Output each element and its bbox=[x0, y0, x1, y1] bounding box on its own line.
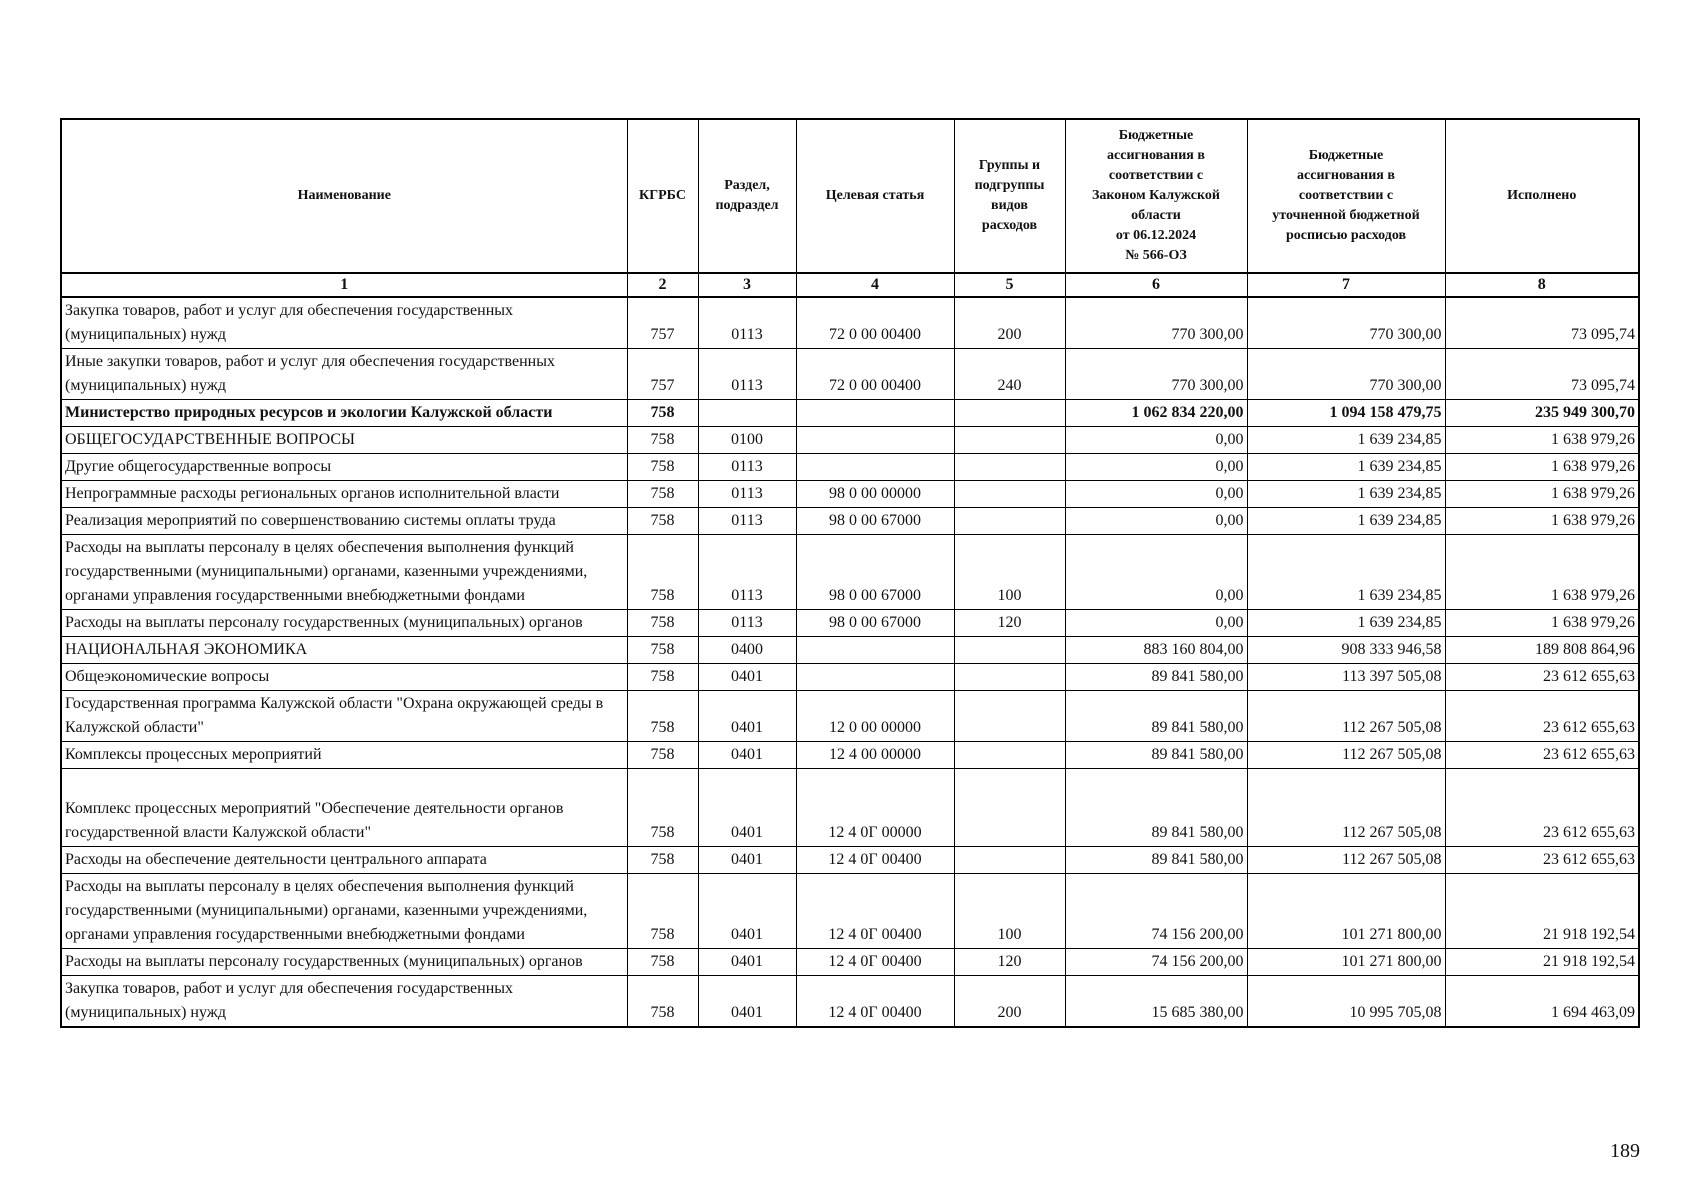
row-name-cell: Закупка товаров, работ и услуг для обеспечения государственных (муниципальных) нужд bbox=[61, 976, 627, 1028]
row-name-cell: Комплекс процессных мероприятий "Обеспечение деятельности органов государственной власти Калужской области" bbox=[61, 769, 627, 847]
row-target-cell: 12 4 0Г 00400 bbox=[796, 874, 954, 949]
row-refined-cell: 770 300,00 bbox=[1247, 297, 1445, 349]
row-kgrbs-cell: 758 bbox=[627, 874, 698, 949]
row-name-cell: Другие общегосударственные вопросы bbox=[61, 454, 627, 481]
row-executed-cell: 73 095,74 bbox=[1445, 349, 1639, 400]
row-group-cell bbox=[954, 742, 1065, 769]
row-target-cell: 12 0 00 00000 bbox=[796, 691, 954, 742]
row-refined-cell: 1 639 234,85 bbox=[1247, 427, 1445, 454]
row-name-cell: НАЦИОНАЛЬНАЯ ЭКОНОМИКА bbox=[61, 637, 627, 664]
row-kgrbs-cell: 758 bbox=[627, 949, 698, 976]
row-group-cell bbox=[954, 400, 1065, 427]
row-section-cell: 0401 bbox=[698, 664, 796, 691]
row-group-cell: 240 bbox=[954, 349, 1065, 400]
row-law-cell: 74 156 200,00 bbox=[1065, 949, 1247, 976]
row-section-cell: 0401 bbox=[698, 949, 796, 976]
column-number: 2 bbox=[627, 273, 698, 297]
row-law-cell: 0,00 bbox=[1065, 508, 1247, 535]
row-group-cell: 120 bbox=[954, 610, 1065, 637]
row-group-cell bbox=[954, 637, 1065, 664]
row-law-cell: 770 300,00 bbox=[1065, 297, 1247, 349]
header-name: Наименование bbox=[61, 119, 627, 273]
row-target-cell: 12 4 0Г 00400 bbox=[796, 976, 954, 1028]
row-section-cell: 0401 bbox=[698, 976, 796, 1028]
row-law-cell: 0,00 bbox=[1065, 481, 1247, 508]
table-row bbox=[61, 427, 1639, 454]
row-refined-cell: 112 267 505,08 bbox=[1247, 691, 1445, 742]
row-executed-cell: 23 612 655,63 bbox=[1445, 664, 1639, 691]
row-group-cell bbox=[954, 427, 1065, 454]
row-kgrbs-cell: 758 bbox=[627, 691, 698, 742]
row-name-cell: Реализация мероприятий по совершенствованию системы оплаты труда bbox=[61, 508, 627, 535]
column-number: 4 bbox=[796, 273, 954, 297]
table-row bbox=[61, 847, 1639, 874]
row-name-cell: Закупка товаров, работ и услуг для обеспечения государственных (муниципальных) нужд bbox=[61, 297, 627, 349]
row-target-cell bbox=[796, 637, 954, 664]
row-target-cell: 12 4 0Г 00400 bbox=[796, 847, 954, 874]
row-executed-cell: 1 638 979,26 bbox=[1445, 481, 1639, 508]
row-group-cell bbox=[954, 664, 1065, 691]
table-row bbox=[61, 297, 1639, 349]
row-executed-cell: 23 612 655,63 bbox=[1445, 769, 1639, 847]
row-kgrbs-cell: 758 bbox=[627, 847, 698, 874]
row-executed-cell: 21 918 192,54 bbox=[1445, 949, 1639, 976]
row-target-cell: 12 4 0Г 00000 bbox=[796, 769, 954, 847]
row-section-cell: 0400 bbox=[698, 637, 796, 664]
header-row bbox=[61, 119, 1639, 273]
row-kgrbs-cell: 758 bbox=[627, 742, 698, 769]
row-section-cell: 0401 bbox=[698, 847, 796, 874]
row-target-cell: 12 4 00 00000 bbox=[796, 742, 954, 769]
row-executed-cell: 1 638 979,26 bbox=[1445, 454, 1639, 481]
row-section-cell: 0401 bbox=[698, 769, 796, 847]
row-kgrbs-cell: 758 bbox=[627, 976, 698, 1028]
row-executed-cell: 1 694 463,09 bbox=[1445, 976, 1639, 1028]
row-executed-cell: 189 808 864,96 bbox=[1445, 637, 1639, 664]
row-refined-cell: 1 094 158 479,75 bbox=[1247, 400, 1445, 427]
column-number: 8 bbox=[1445, 273, 1639, 297]
row-section-cell bbox=[698, 400, 796, 427]
row-target-cell: 98 0 00 67000 bbox=[796, 535, 954, 610]
row-section-cell: 0401 bbox=[698, 742, 796, 769]
row-group-cell: 200 bbox=[954, 976, 1065, 1028]
header-group: Группы и подгруппы видов расходов bbox=[954, 119, 1065, 273]
row-refined-cell: 1 639 234,85 bbox=[1247, 610, 1445, 637]
column-number: 6 bbox=[1065, 273, 1247, 297]
row-refined-cell: 770 300,00 bbox=[1247, 349, 1445, 400]
row-group-cell bbox=[954, 847, 1065, 874]
table-row bbox=[61, 535, 1639, 610]
row-group-cell: 100 bbox=[954, 535, 1065, 610]
table-row bbox=[61, 481, 1639, 508]
row-kgrbs-cell: 758 bbox=[627, 664, 698, 691]
column-number: 7 bbox=[1247, 273, 1445, 297]
header-executed: Исполнено bbox=[1445, 119, 1639, 273]
row-target-cell bbox=[796, 400, 954, 427]
row-refined-cell: 1 639 234,85 bbox=[1247, 535, 1445, 610]
row-section-cell: 0401 bbox=[698, 874, 796, 949]
row-section-cell: 0401 bbox=[698, 691, 796, 742]
page-number: 189 bbox=[1610, 1140, 1640, 1162]
row-executed-cell: 73 095,74 bbox=[1445, 297, 1639, 349]
row-kgrbs-cell: 758 bbox=[627, 610, 698, 637]
row-law-cell: 883 160 804,00 bbox=[1065, 637, 1247, 664]
row-name-cell: Иные закупки товаров, работ и услуг для обеспечения государственных (муниципальных) нужд bbox=[61, 349, 627, 400]
row-executed-cell: 23 612 655,63 bbox=[1445, 847, 1639, 874]
budget-table bbox=[60, 118, 1640, 1028]
row-target-cell bbox=[796, 427, 954, 454]
header-target: Целевая статья bbox=[796, 119, 954, 273]
row-law-cell: 89 841 580,00 bbox=[1065, 742, 1247, 769]
row-law-cell: 0,00 bbox=[1065, 610, 1247, 637]
row-section-cell: 0113 bbox=[698, 297, 796, 349]
row-name-cell: Общеэкономические вопросы bbox=[61, 664, 627, 691]
row-group-cell bbox=[954, 769, 1065, 847]
row-target-cell: 98 0 00 67000 bbox=[796, 508, 954, 535]
row-group-cell bbox=[954, 454, 1065, 481]
row-refined-cell: 113 397 505,08 bbox=[1247, 664, 1445, 691]
row-name-cell: Расходы на обеспечение деятельности центрального аппарата bbox=[61, 847, 627, 874]
row-law-cell: 74 156 200,00 bbox=[1065, 874, 1247, 949]
table-row bbox=[61, 874, 1639, 949]
row-kgrbs-cell: 758 bbox=[627, 637, 698, 664]
row-executed-cell: 1 638 979,26 bbox=[1445, 535, 1639, 610]
row-executed-cell: 23 612 655,63 bbox=[1445, 691, 1639, 742]
row-refined-cell: 112 267 505,08 bbox=[1247, 847, 1445, 874]
table-row bbox=[61, 769, 1639, 847]
row-group-cell bbox=[954, 691, 1065, 742]
row-section-cell: 0100 bbox=[698, 427, 796, 454]
header-refined: Бюджетные ассигнования в соответствии с уточненной бюджетной росписью расходов bbox=[1247, 119, 1445, 273]
table-row bbox=[61, 664, 1639, 691]
row-refined-cell: 101 271 800,00 bbox=[1247, 874, 1445, 949]
column-number: 1 bbox=[61, 273, 627, 297]
table-row bbox=[61, 742, 1639, 769]
table-row bbox=[61, 949, 1639, 976]
row-law-cell: 0,00 bbox=[1065, 454, 1247, 481]
row-law-cell: 89 841 580,00 bbox=[1065, 664, 1247, 691]
row-refined-cell: 1 639 234,85 bbox=[1247, 454, 1445, 481]
row-section-cell: 0113 bbox=[698, 610, 796, 637]
column-number: 5 bbox=[954, 273, 1065, 297]
header-kgrbs: КГРБС bbox=[627, 119, 698, 273]
row-law-cell: 0,00 bbox=[1065, 427, 1247, 454]
row-target-cell bbox=[796, 664, 954, 691]
row-kgrbs-cell: 758 bbox=[627, 427, 698, 454]
row-kgrbs-cell: 758 bbox=[627, 400, 698, 427]
row-law-cell: 15 685 380,00 bbox=[1065, 976, 1247, 1028]
row-kgrbs-cell: 758 bbox=[627, 481, 698, 508]
row-section-cell: 0113 bbox=[698, 349, 796, 400]
row-section-cell: 0113 bbox=[698, 454, 796, 481]
row-law-cell: 89 841 580,00 bbox=[1065, 769, 1247, 847]
row-executed-cell: 23 612 655,63 bbox=[1445, 742, 1639, 769]
row-executed-cell: 235 949 300,70 bbox=[1445, 400, 1639, 427]
row-refined-cell: 908 333 946,58 bbox=[1247, 637, 1445, 664]
row-section-cell: 0113 bbox=[698, 535, 796, 610]
row-refined-cell: 1 639 234,85 bbox=[1247, 508, 1445, 535]
row-executed-cell: 1 638 979,26 bbox=[1445, 427, 1639, 454]
row-name-cell: Расходы на выплаты персоналу государственных (муниципальных) органов bbox=[61, 949, 627, 976]
row-name-cell: ОБЩЕГОСУДАРСТВЕННЫЕ ВОПРОСЫ bbox=[61, 427, 627, 454]
column-number: 3 bbox=[698, 273, 796, 297]
row-name-cell: Расходы на выплаты персоналу в целях обеспечения выполнения функций государственными (муниципальными) органами, казенными учреждениями, органами управления государственными внебюджетными фондами bbox=[61, 535, 627, 610]
row-name-cell: Министерство природных ресурсов и экологии Калужской области bbox=[61, 400, 627, 427]
row-target-cell: 98 0 00 67000 bbox=[796, 610, 954, 637]
table-row bbox=[61, 691, 1639, 742]
row-law-cell: 89 841 580,00 bbox=[1065, 691, 1247, 742]
table-row bbox=[61, 637, 1639, 664]
row-section-cell: 0113 bbox=[698, 481, 796, 508]
table-row bbox=[61, 976, 1639, 1028]
table-row bbox=[61, 508, 1639, 535]
row-law-cell: 89 841 580,00 bbox=[1065, 847, 1247, 874]
header-law: Бюджетные ассигнования в соответствии с Законом Калужской области от 06.12.2024 № 566-ОЗ bbox=[1065, 119, 1247, 273]
row-name-cell: Расходы на выплаты персоналу государственных (муниципальных) органов bbox=[61, 610, 627, 637]
row-kgrbs-cell: 758 bbox=[627, 535, 698, 610]
row-refined-cell: 112 267 505,08 bbox=[1247, 742, 1445, 769]
row-refined-cell: 1 639 234,85 bbox=[1247, 481, 1445, 508]
row-target-cell: 72 0 00 00400 bbox=[796, 349, 954, 400]
row-target-cell: 12 4 0Г 00400 bbox=[796, 949, 954, 976]
row-kgrbs-cell: 758 bbox=[627, 508, 698, 535]
row-refined-cell: 10 995 705,08 bbox=[1247, 976, 1445, 1028]
row-group-cell bbox=[954, 481, 1065, 508]
row-executed-cell: 1 638 979,26 bbox=[1445, 508, 1639, 535]
table-body bbox=[61, 297, 1639, 1027]
row-name-cell: Расходы на выплаты персоналу в целях обеспечения выполнения функций государственными (муниципальными) органами, казенными учреждениями, органами управления государственными внебюджетными фондами bbox=[61, 874, 627, 949]
row-kgrbs-cell: 758 bbox=[627, 454, 698, 481]
column-number-row bbox=[61, 273, 1639, 297]
row-group-cell: 100 bbox=[954, 874, 1065, 949]
row-group-cell: 200 bbox=[954, 297, 1065, 349]
row-group-cell: 120 bbox=[954, 949, 1065, 976]
row-executed-cell: 21 918 192,54 bbox=[1445, 874, 1639, 949]
row-target-cell: 98 0 00 00000 bbox=[796, 481, 954, 508]
row-section-cell: 0113 bbox=[698, 508, 796, 535]
row-name-cell: Непрограммные расходы региональных органов исполнительной власти bbox=[61, 481, 627, 508]
row-kgrbs-cell: 757 bbox=[627, 349, 698, 400]
table-row bbox=[61, 610, 1639, 637]
row-refined-cell: 112 267 505,08 bbox=[1247, 769, 1445, 847]
row-refined-cell: 101 271 800,00 bbox=[1247, 949, 1445, 976]
row-kgrbs-cell: 757 bbox=[627, 297, 698, 349]
row-law-cell: 770 300,00 bbox=[1065, 349, 1247, 400]
table-row bbox=[61, 349, 1639, 400]
row-name-cell: Комплексы процессных мероприятий bbox=[61, 742, 627, 769]
row-name-cell: Государственная программа Калужской области "Охрана окружающей среды в Калужской области" bbox=[61, 691, 627, 742]
row-law-cell: 0,00 bbox=[1065, 535, 1247, 610]
table-row bbox=[61, 454, 1639, 481]
header-section: Раздел, подраздел bbox=[698, 119, 796, 273]
row-law-cell: 1 062 834 220,00 bbox=[1065, 400, 1247, 427]
row-target-cell: 72 0 00 00400 bbox=[796, 297, 954, 349]
row-executed-cell: 1 638 979,26 bbox=[1445, 610, 1639, 637]
table-row bbox=[61, 400, 1639, 427]
row-kgrbs-cell: 758 bbox=[627, 769, 698, 847]
row-group-cell bbox=[954, 508, 1065, 535]
row-target-cell bbox=[796, 454, 954, 481]
